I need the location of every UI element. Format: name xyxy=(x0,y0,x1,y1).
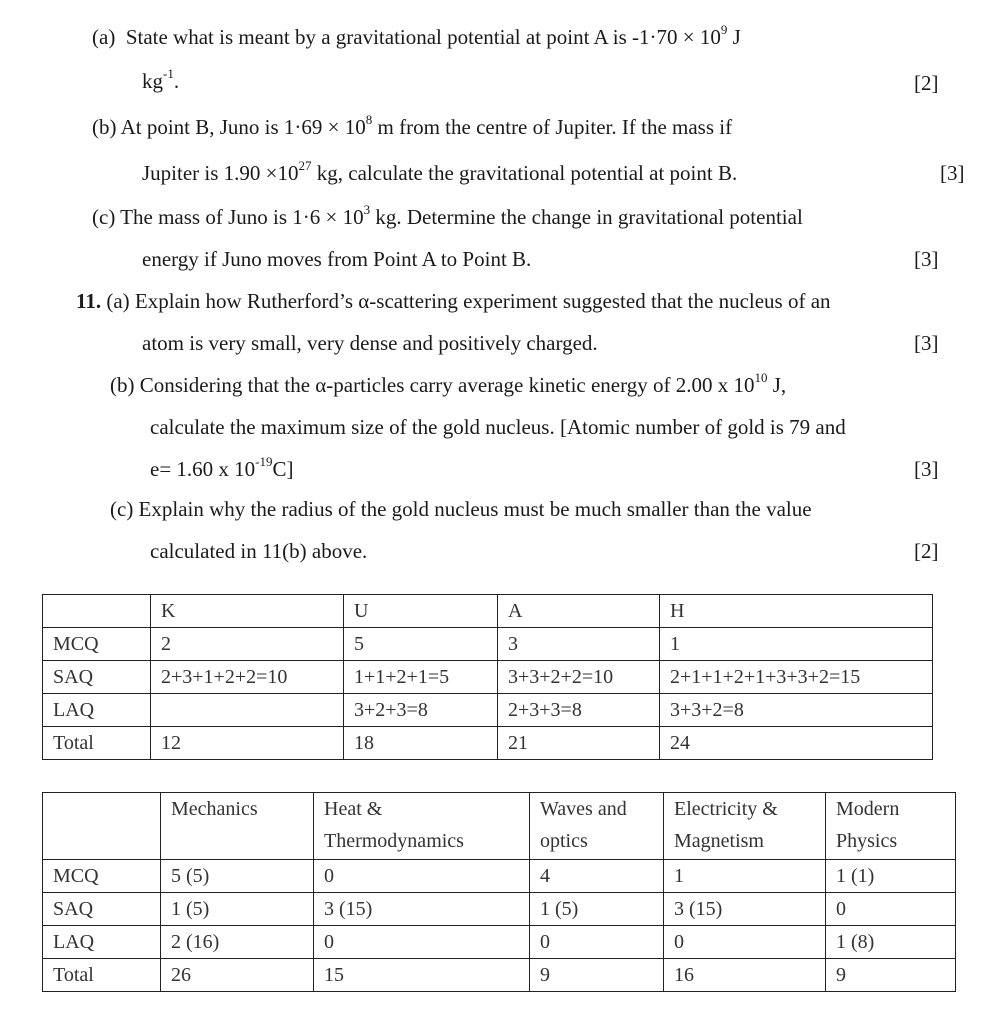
table-cell: 24 xyxy=(660,727,933,760)
q10a-period: . xyxy=(173,69,180,93)
q10a-unit-kg: kg xyxy=(142,69,163,93)
q10a-line1 xyxy=(92,24,741,50)
table-row xyxy=(43,727,933,760)
table-cell: 16 xyxy=(664,959,826,992)
q10a-label: (a) xyxy=(92,25,116,49)
table-cell: 3+3+2=8 xyxy=(660,694,933,727)
table-cell: 15 xyxy=(314,959,530,992)
table-cell: 3 (15) xyxy=(664,893,826,926)
table-cell xyxy=(151,694,344,727)
table-cell: 0 xyxy=(314,860,530,893)
header-line: Waves and xyxy=(540,798,627,820)
table-cell: 0 xyxy=(826,893,956,926)
table-cell: LAQ xyxy=(43,926,161,959)
table-cell: 2 xyxy=(151,628,344,661)
table-cell: 1 xyxy=(660,628,933,661)
table-cell xyxy=(43,595,151,628)
table-row xyxy=(43,860,956,893)
q10a-line2 xyxy=(142,68,179,94)
table-cell: 1 (8) xyxy=(826,926,956,959)
table-row xyxy=(43,694,933,727)
q11b-marks: [3] xyxy=(914,457,939,481)
q11c-marks: [2] xyxy=(914,539,939,563)
q10a-marks: [2] xyxy=(914,71,939,95)
q10b-text: (b) At point B, Juno is 1·69 × 10 xyxy=(92,115,366,139)
table-cell: 21 xyxy=(498,727,660,760)
q10b-line1 xyxy=(92,114,732,140)
q11c-line2: calculated in 11(b) above. xyxy=(150,539,368,563)
header-line: Heat & xyxy=(324,798,383,820)
table-cell: 3+3+2+2=10 xyxy=(498,661,660,694)
table-cell: 12 xyxy=(151,727,344,760)
q11b-charge: e= 1.60 x 10 xyxy=(150,457,256,481)
table-cell: 2+1+1+2+1+3+3+2=15 xyxy=(660,661,933,694)
table-cell: 9 xyxy=(826,959,956,992)
table-cell: A xyxy=(498,595,660,628)
q10a-unit: J xyxy=(727,25,741,49)
table-cell: 18 xyxy=(344,727,498,760)
header-line: Modern xyxy=(836,798,900,820)
q10b-marks: [3] xyxy=(940,161,965,185)
table-cell: U xyxy=(344,595,498,628)
table-cell: 4 xyxy=(530,860,664,893)
q11-number: 11. xyxy=(76,289,102,313)
table-cell: 1 (5) xyxy=(530,893,664,926)
header-line: Thermodynamics xyxy=(324,830,464,852)
table-cell: 1 xyxy=(664,860,826,893)
marks-by-topic-table xyxy=(42,594,933,760)
table-row xyxy=(43,628,933,661)
q11b-charge-unit: C] xyxy=(272,457,294,481)
q11b-line3 xyxy=(150,456,294,482)
q11b-charge-exponent: -19 xyxy=(255,454,273,469)
table-cell: 0 xyxy=(530,926,664,959)
table-cell: 0 xyxy=(314,926,530,959)
table-cell xyxy=(530,793,664,860)
table-cell: SAQ xyxy=(43,661,151,694)
q10c-exponent: 3 xyxy=(363,202,371,217)
q11a-text: (a) Explain how Rutherford’s α-scattering experiment suggested that the nucleus of an xyxy=(101,289,831,313)
table-cell xyxy=(314,793,530,860)
table-cell: 5 (5) xyxy=(161,860,314,893)
q10b-exponent: 8 xyxy=(365,112,373,127)
table-cell: 1 (1) xyxy=(826,860,956,893)
table-cell: SAQ xyxy=(43,893,161,926)
table-cell: H xyxy=(660,595,933,628)
q10a-text: State what is meant by a gravitational potential at point A is -1·70 × 10 xyxy=(125,25,721,49)
q10b-line2-exponent: 27 xyxy=(298,158,312,173)
table-cell: MCQ xyxy=(43,860,161,893)
table-cell: 26 xyxy=(161,959,314,992)
q11c-line1: (c) Explain why the radius of the gold nucleus must be much smaller than the value xyxy=(110,497,812,521)
q10b-line2-cont: kg, calculate the gravitational potential at point B. xyxy=(311,161,738,185)
q10c-text: (c) The mass of Juno is 1·6 × 10 xyxy=(92,205,364,229)
table-cell: 1 (5) xyxy=(161,893,314,926)
q10c-text-cont: kg. Determine the change in gravitational potential xyxy=(370,205,803,229)
q11b-text-end: J, xyxy=(767,373,787,397)
q11a-line1 xyxy=(76,288,831,314)
q10c-line2: energy if Juno moves from Point A to Point B. xyxy=(142,247,532,271)
q10b-line2 xyxy=(142,160,737,186)
table-cell: Total xyxy=(43,959,161,992)
table-cell xyxy=(664,793,826,860)
table-cell xyxy=(826,793,956,860)
table-row xyxy=(43,926,956,959)
table-row xyxy=(43,893,956,926)
table-cell xyxy=(43,793,161,860)
table-cell: MCQ xyxy=(43,628,151,661)
q11b-text: (b) Considering that the α-particles carry average kinetic energy of 2.00 x 10 xyxy=(110,373,755,397)
table-cell: 0 xyxy=(664,926,826,959)
header-line: Physics xyxy=(836,830,898,852)
table-header-row xyxy=(43,595,933,628)
q10c-marks: [3] xyxy=(914,247,939,271)
table-cell: 2+3+3=8 xyxy=(498,694,660,727)
table-cell: 2+3+1+2+2=10 xyxy=(151,661,344,694)
table-cell: 3 xyxy=(498,628,660,661)
q10b-text-cont: m from the centre of Jupiter. If the mass if xyxy=(372,115,733,139)
table-header-row xyxy=(43,793,956,860)
table-cell: K xyxy=(151,595,344,628)
q11b-line1 xyxy=(110,372,786,398)
table-row xyxy=(43,661,933,694)
table-cell: 3 (15) xyxy=(314,893,530,926)
table-row xyxy=(43,959,956,992)
q10a-exponent: 9 xyxy=(720,22,728,37)
table-cell: Total xyxy=(43,727,151,760)
table-cell: LAQ xyxy=(43,694,151,727)
table-cell xyxy=(161,793,314,860)
q11b-exponent: 10 xyxy=(754,370,768,385)
q10a-unit-exponent: -1 xyxy=(163,66,174,81)
header-line: Electricity & xyxy=(674,798,778,820)
q10b-line2-text: Jupiter is 1.90 ×10 xyxy=(142,161,299,185)
header-line: optics xyxy=(540,830,588,852)
table-cell: 1+1+2+1=5 xyxy=(344,661,498,694)
header-line: Mechanics xyxy=(171,798,258,820)
table-cell: 9 xyxy=(530,959,664,992)
q11a-marks: [3] xyxy=(914,331,939,355)
table-cell: 2 (16) xyxy=(161,926,314,959)
q11a-line2: atom is very small, very dense and positively charged. xyxy=(142,331,598,355)
marks-by-subject-table xyxy=(42,792,956,992)
q10c-line1 xyxy=(92,204,803,230)
table-cell: 3+2+3=8 xyxy=(344,694,498,727)
table-cell: 5 xyxy=(344,628,498,661)
header-line: Magnetism xyxy=(674,830,764,852)
q11b-line2: calculate the maximum size of the gold nucleus. [Atomic number of gold is 79 and xyxy=(150,415,846,439)
